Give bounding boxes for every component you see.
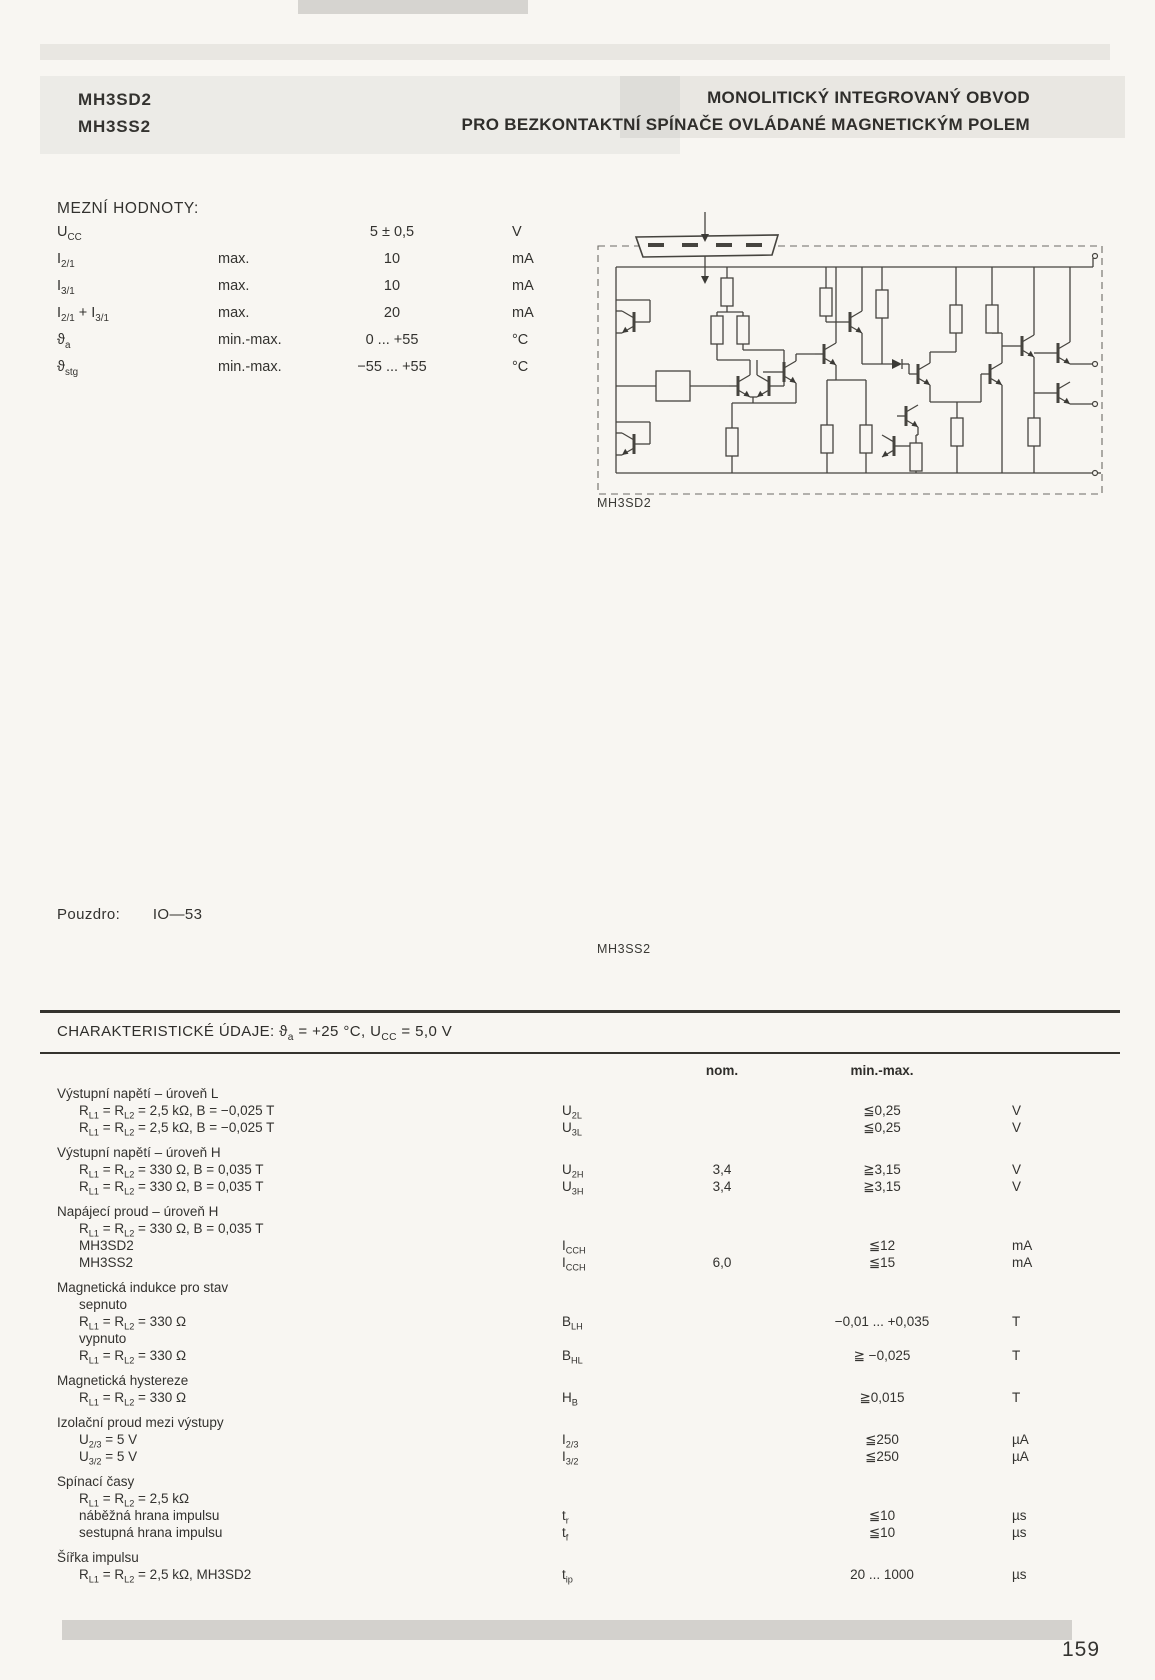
char-row [57, 1432, 1117, 1449]
char-minmax-value: ≦0,25 [863, 1103, 901, 1118]
char-minmax-value: ≦10 [868, 1525, 896, 1540]
ic-boundary [598, 246, 1102, 494]
limit-symbol: $I_{2/1}$ [57, 251, 75, 270]
char-section-title: Šířka impulsu [57, 1550, 139, 1565]
char-symbol: $B_{HL}$ [562, 1348, 583, 1366]
char-section-title: Výstupní napětí – úroveň H [57, 1145, 221, 1160]
limit-symbol: $ϑ_a$ [57, 332, 71, 351]
char-nom-value: 3,4 [712, 1179, 732, 1194]
char-section-title: Napájecí proud – úroveň H [57, 1204, 219, 1219]
char-row [57, 1525, 1117, 1542]
transistor-symbol [1049, 342, 1070, 364]
char-minmax-value: ≦250 [865, 1432, 899, 1447]
transistor-symbol [1049, 382, 1070, 404]
char-condition: $R_{L1} = R_{L2} = 2,5$ kΩ, MH3SD2 [79, 1567, 252, 1585]
limit-condition: max. [218, 278, 250, 294]
char-symbol: $B_{LH}$ [562, 1314, 583, 1332]
limit-unit: mA [512, 305, 534, 321]
column-header-minmax: min.-max. [850, 1063, 914, 1078]
transistor-symbol [1013, 335, 1034, 357]
char-condition: $R_{L1} = R_{L2} = 330$ Ω, B = 0,035 T [79, 1221, 264, 1239]
char-minmax-value: ≧3,15 [863, 1162, 901, 1177]
char-symbol: $U_{3L}$ [562, 1120, 582, 1138]
limit-symbol: $ϑ_{stg}$ [57, 359, 79, 378]
char-unit: T [1012, 1314, 1021, 1329]
transistor-collector [906, 405, 918, 412]
char-minmax-value: −0,01 ... +0,035 [834, 1314, 930, 1329]
transistor-symbol [775, 361, 796, 383]
transistor-collector [990, 363, 1002, 370]
char-unit: V [1012, 1103, 1022, 1118]
char-symbol: $I_{CCH}$ [562, 1238, 586, 1256]
limits-heading: MEZNÍ HODNOTY: [57, 200, 199, 217]
char-symbol: $I_{3/2}$ [562, 1449, 579, 1467]
char-symbol: $t_{ip}$ [562, 1567, 573, 1585]
transistor-symbol [622, 433, 643, 455]
limit-condition: max. [218, 251, 250, 267]
pin-terminal [1093, 362, 1098, 367]
resistor-symbol [860, 425, 872, 453]
limits-rows [57, 224, 577, 386]
char-section [57, 1280, 1117, 1365]
char-row [57, 1120, 1117, 1137]
resistor-symbol [737, 316, 749, 344]
limit-unit: °C [512, 332, 529, 348]
resistor-symbol [711, 316, 723, 344]
char-condition: $U_{2/3} = 5$ V [79, 1432, 138, 1450]
header-part-numbers [78, 86, 152, 140]
char-symbol: $U_{2L}$ [562, 1103, 582, 1121]
char-rows [57, 1297, 1117, 1365]
char-rows [57, 1221, 1117, 1272]
circuit-diagram-mh3sd2 [588, 190, 1128, 502]
circuit-diagram-mh3ss2 [588, 574, 1088, 919]
char-row [57, 1491, 1117, 1508]
transistor-collector [1058, 342, 1070, 349]
package-label: Pouzdro: [57, 906, 121, 923]
limit-value: −55 ... +55 [357, 359, 427, 375]
package-pin-slot [682, 243, 698, 247]
char-symbol: $I_{CCH}$ [562, 1255, 586, 1273]
transistor-collector [622, 311, 634, 318]
resistor-symbol [721, 278, 733, 306]
limit-unit: °C [512, 359, 529, 375]
char-condition: $U_{3/2} = 5$ V [79, 1449, 138, 1467]
resistor-symbol [821, 425, 833, 453]
limit-row [57, 332, 577, 359]
char-section-title: Magnetická hystereze [57, 1373, 189, 1388]
transistor-symbol [729, 375, 750, 397]
transistor-collector [1058, 382, 1070, 389]
char-condition: $R_{L1} = R_{L2} = 2,5$ kΩ, B = −0,025 T [79, 1103, 275, 1121]
limit-symbol: $U_{CC}$ [57, 224, 82, 243]
char-condition: vypnuto [79, 1331, 127, 1346]
resistor-symbol [876, 290, 888, 318]
char-section-title: Izolační proud mezi výstupy [57, 1415, 224, 1430]
char-rows [57, 1103, 1117, 1137]
transistor-symbol [757, 375, 778, 397]
char-symbol: $t_f$ [562, 1525, 569, 1543]
column-header-nom: nom. [705, 1063, 739, 1078]
limit-value: 20 [383, 305, 401, 321]
char-unit: µA [1012, 1432, 1029, 1447]
char-minmax-value: ≧ −0,025 [853, 1348, 911, 1363]
schematic-mh3ss2 [588, 574, 1088, 919]
char-section [57, 1145, 1117, 1196]
char-rows [57, 1390, 1117, 1407]
part-number-2: MH3SS2 [78, 117, 151, 136]
char-row [57, 1390, 1117, 1407]
pin-terminal [1093, 254, 1098, 259]
transistor-collector [1022, 335, 1034, 342]
char-condition: $R_{L1} = R_{L2} = 2,5$ kΩ, B = −0,025 T [79, 1120, 275, 1138]
char-row [57, 1449, 1117, 1466]
char-section [57, 1373, 1117, 1407]
rule-mid [40, 1052, 1120, 1054]
char-section-title: Spínací časy [57, 1474, 135, 1489]
char-section [57, 1086, 1117, 1137]
header-title-line1: MONOLITICKÝ INTEGROVANÝ OBVOD [707, 88, 1030, 107]
limit-row [57, 278, 577, 305]
limit-unit: mA [512, 278, 534, 294]
transistor-collector [882, 435, 894, 442]
char-symbol: $U_{3H}$ [562, 1179, 584, 1197]
limit-row [57, 305, 577, 332]
limit-value: 10 [383, 278, 401, 294]
char-condition: $R_{L1} = R_{L2} = 330$ Ω, B = 0,035 T [79, 1162, 264, 1180]
limit-condition: min.-max. [218, 359, 282, 375]
char-unit: T [1012, 1390, 1021, 1405]
package-line [57, 906, 202, 923]
char-symbol: $U_{2H}$ [562, 1162, 584, 1180]
char-minmax-value: 20 ... 1000 [850, 1567, 914, 1582]
package-pin-slot [716, 243, 732, 247]
char-row [57, 1508, 1117, 1525]
transistor-symbol [815, 343, 836, 365]
rule-top [40, 1010, 1120, 1013]
char-row [57, 1221, 1117, 1238]
part-number-1: MH3SD2 [78, 90, 152, 109]
char-condition: $R_{L1} = R_{L2} = 330$ Ω [79, 1390, 187, 1408]
char-rows [57, 1567, 1117, 1584]
char-condition: MH3SS2 [79, 1255, 134, 1270]
char-unit: V [1012, 1179, 1022, 1194]
scan-smudge-top [298, 0, 528, 14]
char-condition: náběžná hrana impulsu [79, 1508, 220, 1523]
char-symbol: $t_r$ [562, 1508, 569, 1526]
char-rows [57, 1162, 1117, 1196]
char-row [57, 1314, 1117, 1331]
char-condition: $R_{L1} = R_{L2} = 330$ Ω [79, 1314, 187, 1332]
resistor-symbol [726, 428, 738, 456]
char-minmax-value: ≦0,25 [863, 1120, 901, 1135]
limit-value: 10 [383, 251, 401, 267]
limit-condition: min.-max. [218, 332, 282, 348]
char-condition: MH3SD2 [79, 1238, 134, 1253]
transistor-symbol [981, 363, 1002, 385]
scan-band-bottom [62, 1620, 1072, 1640]
limit-symbol: $I_{3/1}$ [57, 278, 75, 297]
transistor-symbol [897, 405, 918, 427]
char-symbol: $H_B$ [562, 1390, 578, 1408]
arrowhead [701, 276, 709, 284]
transistor-symbol [909, 363, 930, 385]
char-section [57, 1550, 1117, 1584]
char-row [57, 1297, 1117, 1314]
header-title-line2: PRO BEZKONTAKTNÍ SPÍNAČE OVLÁDANÉ MAGNETICKÝM POLEM [461, 115, 1030, 134]
scan-band-top [40, 44, 1110, 60]
characteristics-heading: CHARAKTERISTICKÉ ÚDAJE: $ϑ_a = +25$ °C, $U_{CC} = 5,0$ V [57, 1023, 453, 1043]
transistor-collector [824, 343, 836, 350]
char-row [57, 1103, 1117, 1120]
char-symbol: $I_{2/3}$ [562, 1432, 579, 1450]
pin-terminal [1093, 471, 1098, 476]
transistor-symbol [882, 435, 903, 457]
arrowhead [892, 359, 902, 369]
transistor-collector [738, 375, 750, 382]
hall-generator-box [656, 371, 690, 401]
page-number: 159 [1062, 1638, 1101, 1661]
diagram-caption-1: MH3SD2 [597, 496, 652, 510]
char-unit: µs [1012, 1567, 1027, 1582]
char-section [57, 1204, 1117, 1272]
char-row [57, 1255, 1117, 1272]
resistor-symbol [951, 418, 963, 446]
char-unit: µs [1012, 1508, 1027, 1523]
char-unit: µs [1012, 1525, 1027, 1540]
transistor-collector [918, 363, 930, 370]
limit-row [57, 359, 577, 386]
schematic-mh3sd2 [588, 190, 1128, 502]
char-condition: sepnuto [79, 1297, 128, 1312]
char-minmax-value: ≦12 [868, 1238, 896, 1253]
pin-terminal [1093, 402, 1098, 407]
char-minmax-value: ≧0,015 [859, 1390, 905, 1405]
limit-row [57, 251, 577, 278]
char-minmax-value: ≦250 [865, 1449, 899, 1464]
limit-row [57, 224, 577, 251]
char-condition: $R_{L1} = R_{L2} = 330$ Ω [79, 1348, 187, 1366]
char-unit: µA [1012, 1449, 1029, 1464]
transistor-symbol [622, 311, 643, 333]
char-minmax-value: ≦10 [868, 1508, 896, 1523]
char-row [57, 1331, 1117, 1348]
char-minmax-value: ≧3,15 [863, 1179, 901, 1194]
char-section [57, 1474, 1117, 1542]
char-condition: sestupná hrana impulsu [79, 1525, 223, 1540]
resistor-symbol [950, 305, 962, 333]
char-rows [57, 1491, 1117, 1542]
resistor-symbol [820, 288, 832, 316]
char-section-title: Magnetická indukce pro stav [57, 1280, 229, 1295]
resistor-symbol [1028, 418, 1040, 446]
char-row [57, 1162, 1117, 1179]
transistor-collector [757, 375, 769, 382]
char-row [57, 1348, 1117, 1365]
char-section [57, 1415, 1117, 1466]
limit-condition: max. [218, 305, 250, 321]
limit-symbol: $I_{2/1} + I_{3/1}$ [57, 305, 109, 324]
char-nom-value: 6,0 [712, 1255, 732, 1270]
limit-value: 5 ± 0,5 [369, 224, 415, 240]
transistor-symbol [841, 311, 862, 333]
transistor-collector [850, 311, 862, 318]
resistor-symbol [986, 305, 998, 333]
char-row [57, 1238, 1117, 1255]
char-unit: V [1012, 1162, 1022, 1177]
limit-unit: V [512, 224, 522, 240]
header-title [330, 84, 1030, 138]
char-section-title: Výstupní napětí – úroveň L [57, 1086, 219, 1101]
diagram-caption-2: MH3SS2 [597, 942, 651, 956]
transistor-collector [622, 433, 634, 440]
package-pin-slot [746, 243, 762, 247]
char-unit: mA [1012, 1238, 1033, 1253]
char-nom-value: 3,4 [712, 1162, 732, 1177]
package-pin-slot [648, 243, 664, 247]
char-condition: $R_{L1} = R_{L2} = 330$ Ω, B = 0,035 T [79, 1179, 264, 1197]
char-condition: $R_{L1} = R_{L2} = 2,5$ kΩ [79, 1491, 190, 1509]
char-row [57, 1567, 1117, 1584]
package-value: IO—53 [152, 906, 203, 923]
char-sections [57, 1086, 1117, 1584]
char-unit: mA [1012, 1255, 1033, 1270]
resistor-symbol [910, 443, 922, 471]
char-rows [57, 1432, 1117, 1466]
transistor-collector [784, 361, 796, 368]
char-row [57, 1179, 1117, 1196]
char-minmax-value: ≦15 [868, 1255, 896, 1270]
limit-value: 0 ... +55 [365, 332, 419, 348]
char-unit: T [1012, 1348, 1021, 1363]
limit-unit: mA [512, 251, 534, 267]
char-unit: V [1012, 1120, 1022, 1135]
